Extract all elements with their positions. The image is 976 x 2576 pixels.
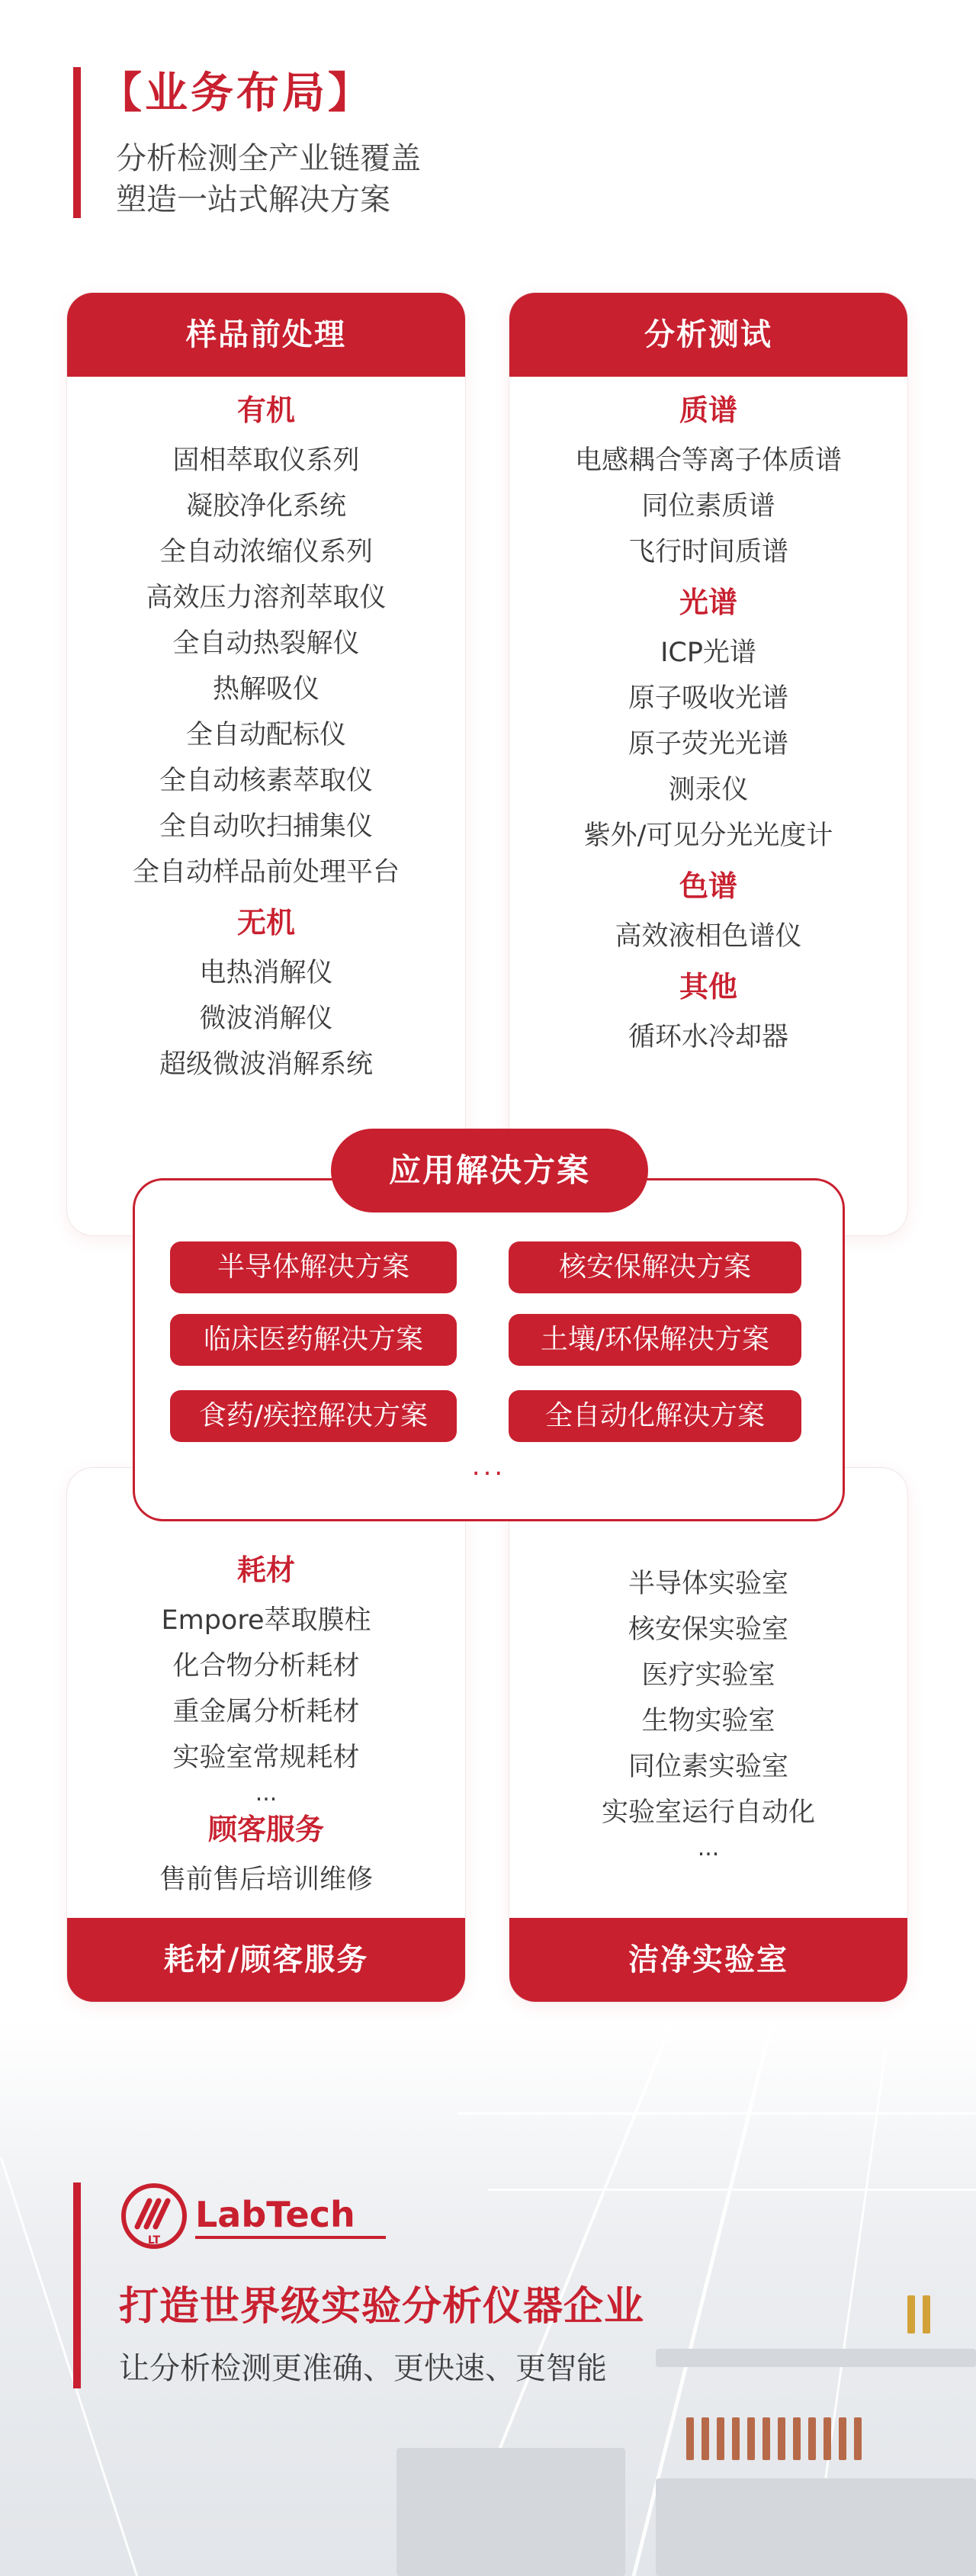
sample-prep-list: [67, 387, 465, 1087]
list-item[interactable]: 全自动配标仪: [185, 720, 346, 750]
category-spectroscopy: 光谱: [679, 586, 737, 619]
list-item[interactable]: ICP光谱: [660, 638, 756, 668]
card-footer-consumables[interactable]: 耗材/顾客服务: [67, 1918, 465, 2002]
category-mass-spec: 质谱: [679, 393, 737, 427]
list-item[interactable]: 全自动浓缩仪系列: [159, 537, 373, 567]
list-item[interactable]: 电感耦合等离子体质谱: [574, 445, 842, 476]
list-item[interactable]: Empore萃取膜柱: [161, 1605, 371, 1636]
consumables-list: [67, 1547, 465, 1903]
list-item[interactable]: 微波消解仪: [199, 1004, 333, 1034]
list-item[interactable]: 全自动热裂解仪: [172, 628, 360, 659]
list-item[interactable]: 循环水冷却器: [628, 1022, 788, 1052]
clinical-medicine-solution-button[interactable]: 临床医药解决方案: [170, 1314, 457, 1366]
brand-slogan: 打造世界级实验分析仪器企业: [119, 2284, 645, 2330]
list-item[interactable]: 同位素质谱: [641, 491, 775, 522]
card-header-analysis[interactable]: 分析测试: [509, 293, 907, 377]
svg-text:LT: LT: [147, 2234, 161, 2247]
list-item[interactable]: 高效液相色谱仪: [615, 921, 802, 952]
list-item[interactable]: 测汞仪: [668, 775, 749, 805]
list-item[interactable]: 全自动样品前处理平台: [132, 857, 400, 888]
list-item[interactable]: 重金属分析耗材: [172, 1697, 360, 1727]
card-analysis: [509, 293, 907, 1235]
category-service: 顾客服务: [207, 1813, 324, 1846]
page-subtitle-line2: 塑造一站式解决方案: [116, 182, 390, 217]
list-item[interactable]: 售前售后培训维修: [159, 1865, 373, 1895]
category-other: 其他: [679, 970, 737, 1004]
list-item[interactable]: 电热消解仪: [199, 958, 333, 988]
list-item[interactable]: 高效压力溶剂萃取仪: [146, 583, 387, 613]
accent-bar: [73, 67, 81, 218]
cleanroom-list: [509, 1561, 907, 1861]
list-item[interactable]: 紫外/可见分光光度计: [583, 821, 833, 851]
category-consumables: 耗材: [236, 1553, 295, 1587]
list-item[interactable]: 凝胶净化系统: [185, 491, 346, 522]
more-indicator: ...: [697, 1835, 720, 1861]
list-item[interactable]: 飞行时间质谱: [628, 537, 788, 567]
food-drug-cdc-solution-button[interactable]: 食药/疾控解决方案: [170, 1390, 457, 1442]
list-item[interactable]: 超级微波消解系统: [159, 1049, 373, 1080]
labtech-logo: [119, 2179, 393, 2253]
list-item[interactable]: 全自动核素萃取仪: [159, 766, 373, 796]
brand-accent-bar: [73, 2183, 81, 2388]
list-item[interactable]: 生物实验室: [641, 1706, 775, 1736]
list-item[interactable]: 热解吸仪: [212, 674, 319, 705]
list-item[interactable]: 实验室运行自动化: [601, 1797, 815, 1828]
category-chromatography: 色谱: [679, 869, 737, 903]
labtech-logo-mark: [119, 2179, 393, 2253]
card-cleanroom: [509, 1468, 907, 2002]
list-item[interactable]: 固相萃取仪系列: [172, 445, 360, 476]
soil-environment-solution-button[interactable]: 土壤/环保解决方案: [509, 1314, 801, 1366]
category-inorganic: 无机: [236, 906, 295, 940]
list-item[interactable]: 医疗实验室: [641, 1660, 775, 1691]
list-item[interactable]: 全自动吹扫捕集仪: [159, 811, 373, 842]
logo-wordmark: LabTech: [195, 2194, 355, 2235]
nuclear-security-solution-button[interactable]: 核安保解决方案: [509, 1241, 801, 1293]
applications-title: 应用解决方案: [331, 1129, 648, 1213]
list-item[interactable]: 同位素实验室: [628, 1752, 788, 1782]
brand-tagline: 让分析检测更准确、更快速、更智能: [119, 2351, 607, 2386]
page-title: 【业务布局】: [99, 69, 374, 118]
more-indicator: ...: [255, 1780, 278, 1807]
list-item[interactable]: 核安保实验室: [628, 1614, 788, 1645]
more-indicator: ...: [471, 1451, 506, 1482]
list-item[interactable]: 半导体实验室: [628, 1569, 788, 1599]
semiconductor-solution-button[interactable]: 半导体解决方案: [170, 1241, 457, 1293]
card-sample-prep: [67, 293, 465, 1235]
automation-solution-button[interactable]: 全自动化解决方案: [509, 1390, 801, 1442]
analysis-list: [509, 387, 907, 1060]
card-header-sample-prep[interactable]: 样品前处理: [67, 293, 465, 377]
applications-panel: [133, 1178, 845, 1521]
list-item[interactable]: 原子吸收光谱: [628, 683, 788, 714]
list-item[interactable]: 化合物分析耗材: [172, 1651, 360, 1681]
section-header: [73, 67, 759, 220]
list-item[interactable]: 实验室常规耗材: [172, 1742, 360, 1773]
list-item[interactable]: 原子荧光光谱: [628, 729, 788, 760]
page-subtitle-line1: 分析检测全产业链覆盖: [116, 141, 421, 176]
card-footer-cleanroom[interactable]: 洁净实验室: [509, 1918, 907, 2002]
category-organic: 有机: [236, 393, 295, 427]
card-consumables: [67, 1468, 465, 2002]
